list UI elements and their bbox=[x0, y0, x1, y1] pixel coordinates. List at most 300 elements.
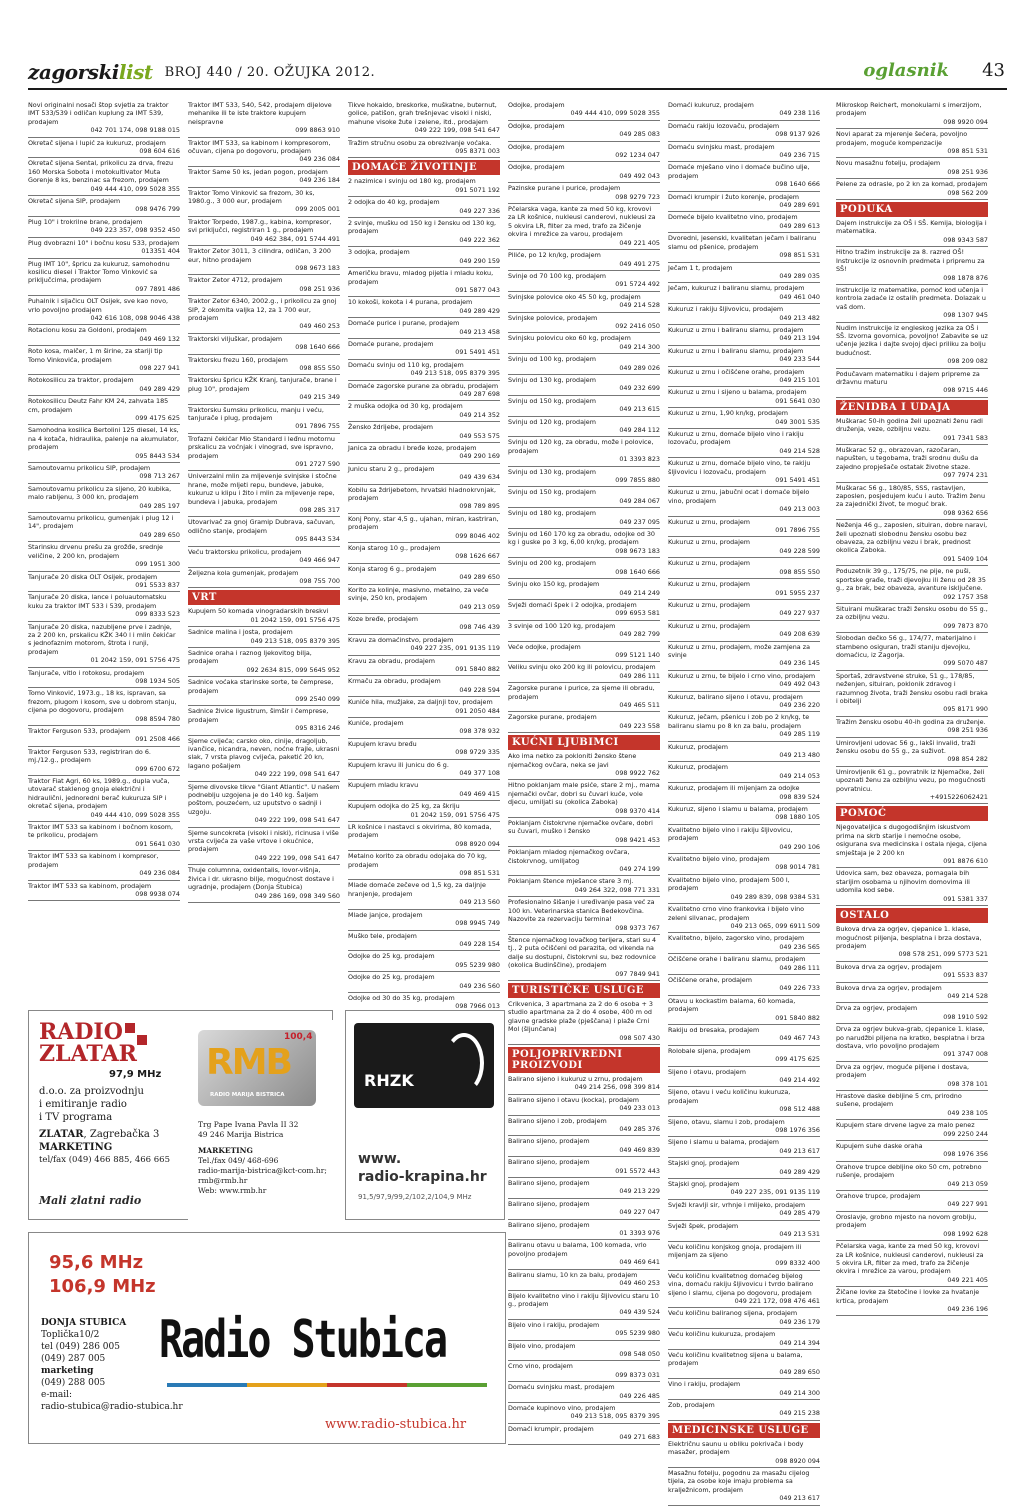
classified-ad bbox=[668, 1468, 820, 1506]
ad-text: Sjeme cvijeća; carsko oko, cinije, dragoljub, ivančice, nicandra, neven, noćne frajle, ukrasni slak, 7 vrsta plavog cvijeća, paketić 20 kn, lagano pošaljem bbox=[188, 736, 340, 770]
ad-text: Metalno korito za obradu odojaka do 70 kg, prodajem bbox=[348, 852, 487, 869]
classified-ad bbox=[28, 463, 180, 484]
classified-ad bbox=[348, 197, 500, 218]
classified-ad bbox=[508, 1095, 660, 1116]
ad-phone: 049 214 249 bbox=[619, 588, 660, 597]
ad-text: Krmaču za obradu, prodajem bbox=[348, 677, 441, 686]
classified-ad bbox=[508, 712, 660, 733]
ad-rhzk bbox=[345, 1010, 505, 1220]
classified-ad bbox=[668, 1329, 820, 1350]
ad-text: Kukuruz i rakiju šljivovicu, prodajem bbox=[668, 305, 784, 314]
classified-ad bbox=[508, 487, 660, 508]
classified-ad bbox=[508, 437, 660, 466]
classified-ad bbox=[836, 566, 988, 604]
classified-ad bbox=[348, 656, 500, 677]
ad-phone: 098 9922 762 bbox=[615, 769, 660, 777]
ad-text: Kupujem suhe daske oraha bbox=[836, 1142, 923, 1151]
classified-ad bbox=[668, 996, 820, 1025]
ad-text: Kukuruz u zrnu, domaće bijelo vino, te rakiju šljivovicu i lozovaču, prodajem bbox=[668, 459, 811, 476]
classified-ad bbox=[668, 1025, 820, 1046]
classified-ad bbox=[348, 318, 500, 339]
ad-text: Kupujem odojka do 25 kg, za škriju bbox=[348, 802, 460, 811]
classified-column bbox=[836, 100, 988, 1440]
ad-phone: 049 439 634 bbox=[459, 473, 500, 482]
ad-text: 2 odojka do 40 kg, prodajem bbox=[348, 198, 440, 207]
classified-ad bbox=[508, 876, 660, 897]
ad-phone: 049 214 528 bbox=[947, 991, 988, 1000]
ad-text: Neženja 46 g., zaposlen, situiran, dobre naravi, želi upoznati slobodnu žensku osobu bez obaveza, za ozbiljnu vezu i brak, prednost okolica Zaboka. bbox=[836, 521, 988, 555]
classified-ad bbox=[508, 508, 660, 529]
ad-phone: 095 8171 990 bbox=[943, 705, 988, 714]
radio-zlatar-logo: RADIO ZLATAR bbox=[39, 1019, 137, 1067]
ad-phone: 049 222 362 bbox=[459, 235, 500, 244]
classified-ad bbox=[668, 1308, 820, 1329]
ad-text: Kukuruz, ječam, pšenicu i zob po 2 kn/kg, te baliranu slamu po 8 kn za balu, prodajem bbox=[668, 713, 810, 730]
classified-ad bbox=[508, 935, 660, 981]
ad-text: Kvalitetno, bijelo, zagorsko vino, prodajem bbox=[668, 934, 805, 943]
ad-phone: 049 444 410, 099 5028 355 bbox=[90, 810, 180, 819]
classified-ad bbox=[508, 847, 660, 876]
classified-ad bbox=[668, 325, 820, 346]
ad-phone: 099 5121 140 bbox=[615, 650, 660, 659]
ad-text: Traktorsku špricu KŽK Kranj, tanjurače, brane i plug 10", prodajem bbox=[188, 376, 337, 393]
ad-phone: 049 214 528 bbox=[779, 446, 820, 455]
ad-text: Udovica sam, bez obaveza, pomagala bih starijim osobama u njihovim domovima ili udomila kod sebe. bbox=[836, 869, 970, 895]
ad-text: Instrukcije iz matematike, pomoć kod učenja i kontrola zadaće iz ostalih predmeta. Dolazak u vaš dom. bbox=[836, 285, 986, 311]
ad-text: Štence njemačkog lovačkog terijera, stari su 4 tj., 2 puta očišćeni od parazita, od vikenda na dalje su dostupni, čistokrvni su, bez rodovnice (okolica Budinščine), prodajem bbox=[508, 935, 657, 970]
ad-text: Domaći kukuruz, prodajem bbox=[668, 101, 754, 109]
ad-text: Sadnice voćaka starinske sorte, te čemprese, prodajem bbox=[188, 678, 334, 695]
ad-text: Balirano sijeno i otavu (kocka), prodajem bbox=[508, 1095, 640, 1104]
ad-text: Plug IMT 10", špricu za kukuruz, samohodnu kosilicu diesel i Traktor Tomo Vinković sa priključcima, prodajem bbox=[28, 259, 170, 285]
ad-text: Traktor IMT 533, 540, 542, prodajem dijelove mehanike ili te iste traktore kupujem neispravne bbox=[188, 101, 332, 126]
ad-radio-stubica bbox=[28, 1232, 506, 1444]
ad-phone: 095 8443 534 bbox=[295, 535, 340, 544]
ad-phone: 049 3001 535 bbox=[775, 417, 820, 426]
ad-phone: 01 2042 159, 091 5756 475 bbox=[250, 615, 340, 624]
classified-ad bbox=[188, 296, 340, 334]
classified-ad bbox=[836, 604, 988, 633]
ad-text: Traktor Tomo Vinković sa frezom, 30 ks, 1980.g., 3 000 eur, prodajem bbox=[188, 188, 315, 206]
ad-phone: 049 236 084 bbox=[299, 155, 340, 164]
ad-text: Kupujem kravu bređu bbox=[348, 739, 417, 748]
classified-ad bbox=[28, 668, 180, 689]
ad-phone: 098 578 251, 099 5773 521 bbox=[898, 950, 988, 959]
classified-ad bbox=[348, 780, 500, 801]
ad-phone: 049 213 560 bbox=[459, 898, 500, 907]
ad-text: Samoutovarnu prikolicu za sijeno, 20 kubika, malo rabljenu, 3 000 kn, prodajem bbox=[28, 484, 172, 502]
ad-phone: 049 223 357, 098 9352 450 bbox=[90, 226, 180, 235]
ad-text: Drva za ogrjev, moguće piljene i dostava, prodajem bbox=[836, 1062, 970, 1080]
classified-ad bbox=[188, 471, 340, 517]
ad-text: Zob, prodajem bbox=[668, 1401, 715, 1409]
ad-text: Rakiju od bresaka, prodajem bbox=[668, 1025, 760, 1034]
ad-phone: 049 491 275 bbox=[619, 259, 660, 268]
ad-text: Kukuruz u zrnu, prodajem bbox=[668, 559, 751, 568]
ad-phone: 098 851 531 bbox=[947, 147, 988, 156]
ad-phone: 049 236 084 bbox=[139, 869, 180, 878]
classified-ad bbox=[836, 962, 988, 983]
classified-ad bbox=[348, 951, 500, 972]
ad-text: Kukuruz u zrnu, jabučni ocat i domaće bijelo vino, prodajem bbox=[668, 488, 810, 505]
ad-text: Okretač sijena SIP, prodajem bbox=[28, 197, 121, 206]
ad-text: Pčelarska vaga, kante za med 50 kg, krovovi za LR košnice, nukleusi canderovi, nukleusi za 5 okvira LR, filter za med, trafo za žičenje okvira i mrežice za varou, prodajem bbox=[508, 205, 656, 239]
ad-text: Crno vino, prodajem bbox=[508, 1362, 573, 1371]
classified-ad bbox=[668, 854, 820, 875]
ad-text: Balirano sijeno, prodajem bbox=[508, 1220, 590, 1229]
classified-ad bbox=[188, 246, 340, 275]
classified-ad bbox=[188, 627, 340, 648]
ad-phone: 049 289 429 bbox=[779, 1167, 820, 1176]
ad-text: Tanjurače 20 diska, lance i poluautomatsku kuku za traktor IMT 533 i 539, prodajem bbox=[28, 593, 167, 610]
rhzk-logo-icon: RHZK bbox=[354, 1023, 494, 1108]
classified-ad bbox=[836, 671, 988, 717]
ad-text: Bukova drva za ogrjev, prodajem bbox=[836, 983, 942, 992]
classified-ad bbox=[508, 1199, 660, 1220]
ad-text: Bijelo kvalitetno vino i rakiju šljivovicu staru 10 g., prodajem bbox=[508, 1291, 659, 1308]
ad-text: Kukuruz u zrnu i baliranu slamu, prodajem bbox=[668, 325, 804, 334]
ad-text: Sjeme suncokreta (visoki i niski), ricinusa i više vrsta cvijeća za vaše vrtove i okućnice, prodajem bbox=[188, 828, 339, 854]
ad-text: Traktorski viljuškar, prodajem bbox=[188, 334, 283, 343]
classified-ad bbox=[668, 517, 820, 538]
classified-ad bbox=[188, 355, 340, 376]
ad-phone: 049 213 003 bbox=[779, 505, 820, 514]
classified-ad bbox=[348, 564, 500, 585]
classified-ad bbox=[836, 924, 988, 962]
ad-phone: 098 9137 926 bbox=[775, 130, 820, 139]
classified-ad bbox=[348, 851, 500, 880]
classified-ad bbox=[28, 238, 180, 259]
ad-phone: 049 238 105 bbox=[947, 1108, 988, 1117]
ad-phone: 049 274 199 bbox=[619, 865, 660, 874]
classified-ad bbox=[28, 726, 180, 747]
ad-phone: 098 548 050 bbox=[619, 1349, 660, 1358]
ad-text: Samohodna kosilica Bertolini 125 diesel, 14 ks, na 4 kotača, hidraulika, palenje na akumulator, prodajem bbox=[28, 426, 179, 452]
classified-ad bbox=[348, 100, 500, 138]
classified-ad bbox=[836, 129, 988, 158]
ad-text: Traktor IMT 533 sa kabinom i kompresor, prodajem bbox=[28, 852, 159, 869]
ad-phone: 049 289 691 bbox=[779, 201, 820, 210]
ad-phone: 098 512 488 bbox=[779, 1105, 820, 1114]
classified-ad bbox=[836, 218, 988, 247]
ad-phone: 098 9370 414 bbox=[615, 806, 660, 815]
category-heading: KUĆNI LJUBIMCI bbox=[508, 735, 660, 750]
ad-phone: 098 251 936 bbox=[947, 726, 988, 735]
ad-phone: 091 5724 492 bbox=[615, 280, 660, 289]
ad-phone: 049 215 349 bbox=[299, 393, 340, 402]
ad-text: Svinju od 180 kg, prodajem bbox=[508, 509, 596, 518]
ad-text: Kukuruz, prodajem ili mijenjam za odojke bbox=[668, 784, 800, 793]
ad-phone: 049 460 253 bbox=[619, 1279, 660, 1288]
classified-ad bbox=[668, 1242, 820, 1271]
classified-ad bbox=[508, 467, 660, 488]
rhzk-site: radio-krapina.hr bbox=[358, 1169, 487, 1185]
ad-phone: 092 2416 050 bbox=[615, 321, 660, 330]
ad-phone: 049 469 415 bbox=[459, 789, 500, 798]
ad-text: Konj Pony, star 4,5 g., ujahan, miran, kastriran, prodajem bbox=[348, 514, 499, 532]
classified-ad bbox=[668, 762, 820, 783]
classified-ad bbox=[508, 1157, 660, 1178]
classified-ad bbox=[508, 558, 660, 579]
ad-phone: 049 227 235, 091 9135 119 bbox=[410, 644, 500, 653]
classified-ad bbox=[508, 897, 660, 935]
ad-text: Kupujem 50 komada vinogradarskih breskvi bbox=[188, 607, 329, 616]
ad-phone: 098 9476 799 bbox=[135, 205, 180, 214]
ad-text: Traktor Torpedo, 1987.g., kabina, kompresor, svi priključci, registriran 1 g., prodajem bbox=[188, 217, 332, 235]
category-heading: POLJOPRIVREDNI PROIZVODI bbox=[508, 1047, 660, 1073]
ad-phone: 049 264 322, 098 771 331 bbox=[574, 885, 660, 894]
classified-ad bbox=[836, 1120, 988, 1141]
classified-ad bbox=[508, 1320, 660, 1341]
ad-text: Hrastove daske debljine 5 cm, prirodno sušene, prodajem bbox=[836, 1092, 962, 1109]
classified-ad bbox=[348, 635, 500, 656]
classified-ad bbox=[836, 247, 988, 285]
ad-text: Svinju od 120 kg, prodajem bbox=[508, 417, 596, 426]
classified-ad bbox=[28, 822, 180, 851]
ad-text: Bijelo vino i rakiju, prodajem bbox=[508, 1320, 600, 1329]
ad-phone: 049 492 043 bbox=[619, 171, 660, 180]
ad-text: Koze bređe, prodajem bbox=[348, 614, 418, 623]
classified-ad bbox=[668, 742, 820, 763]
ad-text: Traktor Zetor 4712, prodajem bbox=[188, 276, 283, 285]
ad-text: Odojke, prodajem bbox=[508, 142, 565, 151]
ad-phone: 049 236 565 bbox=[779, 942, 820, 951]
classified-ad bbox=[668, 367, 820, 388]
classified-ad bbox=[508, 529, 660, 558]
ad-text: Situirani muškarac traži žensku osobu do 55 g., za ozbiljnu vezu. bbox=[836, 604, 988, 622]
ad-phone: 091 5840 882 bbox=[455, 664, 500, 673]
ad-text: Samoutovarnu prikolicu SIP, prodajem bbox=[28, 464, 151, 473]
classified-ad bbox=[508, 600, 660, 621]
ad-phone: 091 5840 882 bbox=[775, 1013, 820, 1022]
ad-text: Mlade domaće zečeve od 1,5 kg, za daljnje hranjenje, prodajem bbox=[348, 881, 486, 898]
ad-text: Baliranu otavu u balama, 100 komada, vrlo povoljno prodajem bbox=[508, 1241, 647, 1258]
ad-text: Trofazni čekićar Mio Standard i leđnu motornu prskalicu za voćnjak i vinograd, sve ispravno, prodajem bbox=[188, 434, 335, 460]
classified-ad bbox=[188, 188, 340, 217]
classified-ad bbox=[668, 121, 820, 142]
ad-text: Tikve hokaido, breskorke, muškatne, buternut, golice, patišon, grah trešnjevac visoki i niski, mahune visoke žute i zelene, itd., prodajem bbox=[348, 101, 497, 126]
ad-text: Kvalitetno bijelo vino, prodajem bbox=[668, 855, 770, 864]
classified-ad bbox=[836, 822, 988, 868]
classified-ad bbox=[668, 804, 820, 825]
ad-text: Drva za ogrjev, prodajem bbox=[836, 1004, 918, 1013]
classified-ad bbox=[508, 1424, 660, 1445]
classified-ad bbox=[348, 422, 500, 443]
ad-phone: 098 378 932 bbox=[459, 727, 500, 736]
ad-phone: 049 285 119 bbox=[779, 730, 820, 739]
ad-phone: 049 290 106 bbox=[779, 842, 820, 851]
classified-ad bbox=[836, 416, 988, 445]
classified-ad bbox=[348, 401, 500, 422]
ad-phone: 098 1640 666 bbox=[775, 180, 820, 189]
ad-phone: 095 8316 246 bbox=[295, 724, 340, 733]
classified-ad bbox=[28, 325, 180, 346]
classified-ad bbox=[348, 247, 500, 268]
classified-ad bbox=[28, 542, 180, 571]
classified-ad bbox=[348, 339, 500, 360]
classified-ad bbox=[188, 568, 340, 589]
ad-phone: 098 9014 781 bbox=[775, 863, 820, 872]
rmb-contact: Trg Pape Ivana Pavla II 32 49 246 Marija Bistrica MARKETING Tel./fax 049/ 468-696 radio-marija-bistrica@kct-com.hr; rmb@rmb.hr Web: www.rmb.hr bbox=[198, 1120, 327, 1195]
ad-phone: 098 251 936 bbox=[299, 284, 340, 293]
ad-text: Balirano sijeno, prodajem bbox=[508, 1199, 590, 1208]
ad-phone: 099 7873 870 bbox=[943, 621, 988, 630]
ad-text: Mlade janjce, prodajem bbox=[348, 910, 423, 919]
ad-text: Balirano sijeno i zob, prodajem bbox=[508, 1116, 607, 1125]
ad-phone: 098 285 317 bbox=[299, 506, 340, 515]
ad-phone: 049 289 429 bbox=[459, 306, 500, 315]
ad-text: Kupujem stare drvene lagve za malo penez bbox=[836, 1121, 975, 1130]
classified-ad bbox=[188, 405, 340, 434]
ad-text: Zagorske purane i purice, za sjeme ili obradu, prodajem bbox=[508, 684, 655, 701]
classified-ad bbox=[508, 683, 660, 712]
classified-ad bbox=[668, 212, 820, 233]
ad-text: Kukuruz u zrnu i sijeno u balama, prodajem bbox=[668, 388, 807, 397]
ad-text: Veću količinu kvalitetnog sijena u balama, prodajem bbox=[668, 1350, 803, 1368]
classified-ad bbox=[28, 425, 180, 463]
classified-ad bbox=[668, 346, 820, 367]
classified-ad bbox=[836, 1003, 988, 1024]
classified-ad bbox=[668, 783, 820, 804]
ad-phone: 099 4175 625 bbox=[775, 1055, 820, 1064]
page-header bbox=[28, 56, 1007, 90]
ad-phone: 091 5877 043 bbox=[455, 285, 500, 294]
classified-ad bbox=[508, 1074, 660, 1095]
ad-text: Tanjurače 20 diska OLT Osijek, prodajem bbox=[28, 572, 158, 581]
ad-phone: 091 8876 610 bbox=[943, 857, 988, 866]
ad-phone: 095 5239 980 bbox=[455, 960, 500, 969]
classified-ad bbox=[188, 275, 340, 296]
ad-phone: 049 214 394 bbox=[779, 1338, 820, 1347]
ad-text: Rolobale sijena, prodajem bbox=[668, 1046, 751, 1055]
ad-text: Očišćene orahe i baliranu slamu, prodajem bbox=[668, 955, 806, 964]
classified-ad bbox=[348, 697, 500, 718]
classified-ad bbox=[508, 417, 660, 438]
ad-text: Mikroskop Reichert, monokularni s imerzijom, prodajem bbox=[836, 101, 982, 118]
classified-ad bbox=[668, 1200, 820, 1221]
ad-text: Tomo Vinković, 1973.g., 18 ks, ispravan, sa frezom, plugom i kosom, sve u dobrom stanju, cijena po dogovoru, prodajem bbox=[28, 689, 177, 715]
classified-ad bbox=[508, 1403, 660, 1424]
category-heading: POMOĆ bbox=[836, 806, 988, 821]
ad-text: Stajski gnoj, prodajem bbox=[668, 1159, 740, 1168]
classified-ad bbox=[188, 648, 340, 677]
classified-ad bbox=[28, 622, 180, 668]
ad-text: 3 svinje od 100 120 kg, prodajem bbox=[508, 621, 616, 630]
ad-text: Konja starog 6 g., prodajem bbox=[348, 564, 437, 573]
ad-text: Novi originalni nosači štop svjetla za traktor IMT 533/539 i odličan kuplung za IMT 539, prodajem bbox=[28, 101, 169, 126]
ad-text: Traktorsku frezu 160, prodajem bbox=[188, 355, 288, 364]
ad-phone: 049 214 352 bbox=[459, 410, 500, 419]
classified-ad bbox=[668, 1137, 820, 1158]
ad-phone: 092 1757 358 bbox=[943, 592, 988, 601]
ad-phone: 049 287 698 bbox=[459, 389, 500, 398]
classified-ad bbox=[508, 142, 660, 163]
ad-phone: 099 1951 300 bbox=[135, 560, 180, 569]
classified-ad bbox=[836, 1287, 988, 1316]
ad-text: Sijeno, otavu, slamu i zob, prodajem bbox=[668, 1117, 785, 1126]
classified-ad bbox=[668, 712, 820, 741]
ad-text: Roto kosa, malčer, 1 m širine, za stariji tip Tomo Vinkovića, prodajem bbox=[28, 347, 163, 364]
ad-text: Domaći krumpir, prodajem bbox=[508, 1424, 594, 1433]
ad-text: Svježi kravlji sir, vrhnje i mlijeko, prodajem bbox=[668, 1200, 806, 1209]
classified-ad bbox=[188, 217, 340, 246]
ad-text: Tanjurače, vitlo i rotokosu, prodajem bbox=[28, 668, 145, 677]
classified-ad bbox=[668, 1067, 820, 1088]
ad-text: Ako ima netko za pokloniti žensko štene njemačkog ovčara, neka se javi bbox=[508, 752, 637, 769]
ad-phone: 097 7891 486 bbox=[135, 284, 180, 293]
ad-phone: 091 2050 484 bbox=[455, 706, 500, 715]
classified-ad bbox=[348, 880, 500, 909]
classified-ad bbox=[508, 271, 660, 292]
classified-ad bbox=[188, 517, 340, 546]
ad-phone: 049 289 035 bbox=[779, 271, 820, 280]
ad-phone: 049 460 253 bbox=[299, 322, 340, 331]
ad-phone: 098 1307 945 bbox=[943, 311, 988, 320]
ad-phone: 042 701 174, 098 9188 015 bbox=[90, 126, 180, 135]
ad-text: Traktor IMT 533, sa kabinom i kompresorom, očuvan, cijena po dogovoru, prodajem bbox=[188, 138, 331, 156]
ad-phone: 049 236 145 bbox=[779, 659, 820, 668]
ad-phone: 098 1976 356 bbox=[775, 1126, 820, 1135]
rhzk-www: www. bbox=[358, 1151, 402, 1167]
ad-phone: 049 553 575 bbox=[459, 431, 500, 440]
ad-phone: 049 236 560 bbox=[459, 981, 500, 990]
classified-ad bbox=[28, 375, 180, 396]
ad-phone: 042 616 108, 098 9046 438 bbox=[90, 313, 180, 322]
classified-ad bbox=[508, 396, 660, 417]
ad-text: Kravu za domaćinstvo, prodajem bbox=[348, 635, 454, 644]
classified-ad bbox=[836, 738, 988, 767]
ad-phone: 098 854 282 bbox=[947, 755, 988, 764]
ad-text: Svinjsku polovicu oko 60 kg, prodajem bbox=[508, 334, 631, 343]
classified-ad bbox=[188, 865, 340, 903]
classified-ad bbox=[668, 671, 820, 692]
ad-phone: 049 289 650 bbox=[779, 1367, 820, 1376]
classified-column bbox=[668, 100, 820, 1503]
ad-phone: 049 213 059 bbox=[947, 1179, 988, 1188]
ad-phone: 099 8046 402 bbox=[455, 531, 500, 540]
classified-ad bbox=[668, 283, 820, 304]
classified-ad bbox=[508, 375, 660, 396]
ad-phone: 049 444 410, 099 5028 355 bbox=[90, 184, 180, 193]
ad-text: Kvalitetno bijelo vino i rakiju šljivovicu, prodajem bbox=[668, 825, 793, 843]
ad-phone: 091 5381 337 bbox=[943, 894, 988, 903]
ad-text: Univerzalni mlin za mljevenje svinjske i stočne hrane, može mljeti repu, bundeve, jabuke, kukuruz u klipu i žito i mlin za mljevenje repe, bundeva i jabuka, prodajem bbox=[188, 472, 337, 506]
classified-ad bbox=[668, 600, 820, 621]
ad-text: Bukova drva za ogrjev, cjepanice 1. klase, mogućnost piljenja, besplatna i brza dostava, prodajem bbox=[836, 925, 982, 950]
radio-zlatar-desc: d.o.o. za proizvodnju i emitiranje radio i TV programa ZLATAR, Zagrebačka 3 MARKETING tel/fax (049) 466 885, 466 665 bbox=[39, 1086, 170, 1165]
ad-phone: 099 7855 880 bbox=[615, 476, 660, 485]
ad-phone: 049 289 613 bbox=[779, 221, 820, 230]
ad-phone: 049 227 235, 091 9135 119 bbox=[730, 1188, 820, 1197]
ad-text: Sijeno, otavu i veću količinu kukuruza, prodajem bbox=[668, 1088, 791, 1105]
ad-text: Janica za obradu i bređe koze, prodajem bbox=[348, 444, 477, 452]
ad-text: 2 nazimice i svinju od 180 kg, prodajem bbox=[348, 177, 476, 186]
classified-ad bbox=[668, 1046, 820, 1067]
stubica-color-bar bbox=[167, 1383, 487, 1387]
ad-phone: 049 233 544 bbox=[779, 355, 820, 364]
classified-ad bbox=[668, 263, 820, 284]
ad-text: Odojke, prodajem bbox=[508, 121, 565, 130]
ad-phone: 049 469 132 bbox=[139, 334, 180, 343]
classified-ad bbox=[508, 1291, 660, 1320]
ad-phone: 01 2042 159, 091 5756 475 bbox=[90, 656, 180, 665]
ad-text: Njegovateljica s dugogodišnjim iskustvom prima na skrb starije i nemoćne osobe, osigurana sva medicinska i ostala njega, cijena smještaja je 2 200 kn bbox=[836, 823, 987, 857]
ad-text: Svinjske polovice, prodajem bbox=[508, 313, 598, 322]
classified-ad bbox=[508, 751, 660, 780]
ad-phone: 098 9373 767 bbox=[615, 923, 660, 932]
ad-phone: 049 213 194 bbox=[779, 334, 820, 343]
classified-ad bbox=[348, 676, 500, 697]
